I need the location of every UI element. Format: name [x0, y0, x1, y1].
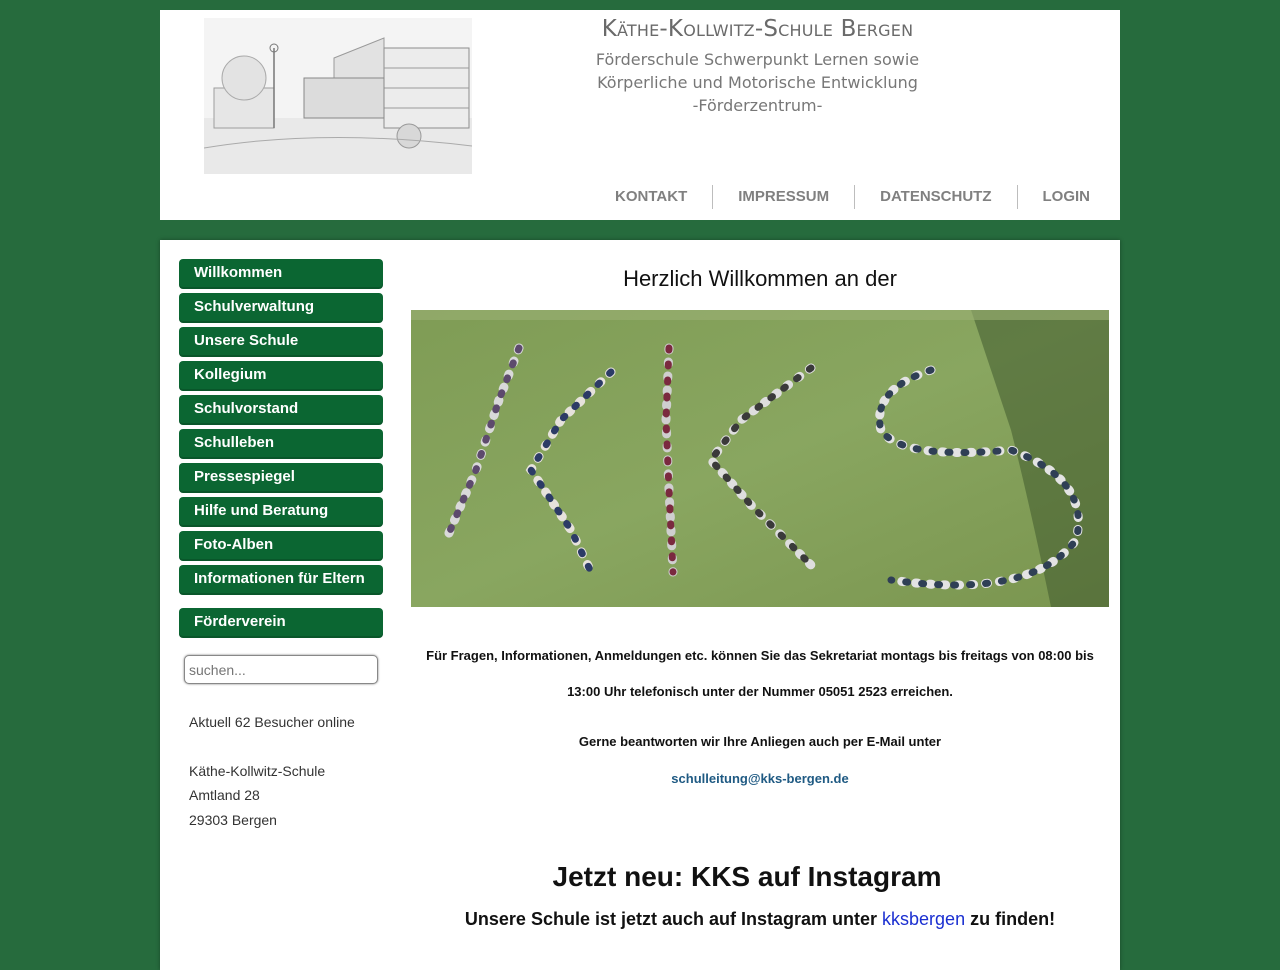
subtitle-line-3: -Förderzentrum-	[692, 96, 823, 115]
nav-impressum[interactable]: IMPRESSUM	[712, 185, 854, 209]
main-panel	[160, 240, 1120, 970]
school-title-block	[500, 16, 1015, 117]
nav-login[interactable]: LOGIN	[1017, 185, 1116, 209]
menu-item-unsere-schule[interactable]: Unsere Schule	[179, 327, 383, 357]
menu-item-schulverwaltung[interactable]: Schulverwaltung	[179, 293, 383, 323]
instagram-text-before: Unsere Schule ist jetzt auch auf Instagram unter	[464, 909, 878, 929]
visitor-counter: Aktuell 62 Besucher online	[189, 714, 355, 730]
menu-item-foto-alben[interactable]: Foto-Alben	[179, 531, 383, 561]
menu-item-pressespiegel[interactable]: Pressespiegel	[179, 463, 383, 493]
site-header	[160, 10, 1120, 220]
subtitle-line-1: Förderschule Schwerpunkt Lernen sowie	[595, 50, 920, 69]
kks-aerial-photo	[411, 310, 1109, 607]
menu-spacer	[179, 599, 383, 608]
email-intro: Gerne beantworten wir Ihre Anliegen auch per E-Mail unter	[578, 734, 942, 749]
address-street: Amtland 28	[189, 787, 260, 803]
contact-info-line-1: Für Fragen, Informationen, Anmeldungen etc. können Sie das Sekretariat montags bis freitags von 08:00 bis	[426, 648, 1094, 663]
instagram-text	[411, 907, 1109, 931]
nav-kontakt[interactable]: KONTAKT	[615, 188, 688, 205]
menu-item-schulleben[interactable]: Schulleben	[179, 429, 383, 459]
welcome-heading: Herzlich Willkommen an der	[623, 266, 897, 291]
menu-item-informationen-fuer-eltern[interactable]: Informationen für Eltern	[179, 565, 383, 595]
menu-item-hilfe-und-beratung[interactable]: Hilfe und Beratung	[179, 497, 383, 527]
top-navigation	[590, 185, 1115, 209]
search-input[interactable]	[184, 655, 378, 684]
info-spacer	[189, 735, 383, 759]
menu-item-kollegium[interactable]: Kollegium	[179, 361, 383, 391]
menu-item-schulvorstand[interactable]: Schulvorstand	[179, 395, 383, 425]
menu-item-foerderverein[interactable]: Förderverein	[179, 608, 383, 638]
email-line	[411, 770, 1109, 788]
subtitle-line-2: Körperliche und Motorische Entwicklung	[597, 73, 918, 92]
address-name: Käthe-Kollwitz-Schule	[189, 762, 326, 779]
instagram-link[interactable]: kksbergen	[882, 909, 966, 929]
email-link[interactable]: schulleitung@kks-bergen.de	[671, 771, 849, 786]
contact-info-line-2: 13:00 Uhr telefonisch unter der Nummer 05051 2523 erreichen.	[567, 684, 953, 699]
instagram-heading: Jetzt neu: KKS auf Instagram	[552, 861, 942, 892]
school-building-sketch	[204, 18, 472, 174]
school-name: Käthe-Kollwitz-Schule Bergen	[601, 16, 914, 42]
nav-datenschutz[interactable]: DATENSCHUTZ	[854, 185, 1016, 209]
main-content	[411, 259, 1109, 931]
address-city: 29303 Bergen	[189, 811, 277, 828]
sidebar-info	[189, 710, 383, 832]
sidebar	[179, 259, 383, 832]
instagram-text-after: zu finden!	[970, 909, 1056, 929]
menu-item-willkommen[interactable]: Willkommen	[179, 259, 383, 289]
